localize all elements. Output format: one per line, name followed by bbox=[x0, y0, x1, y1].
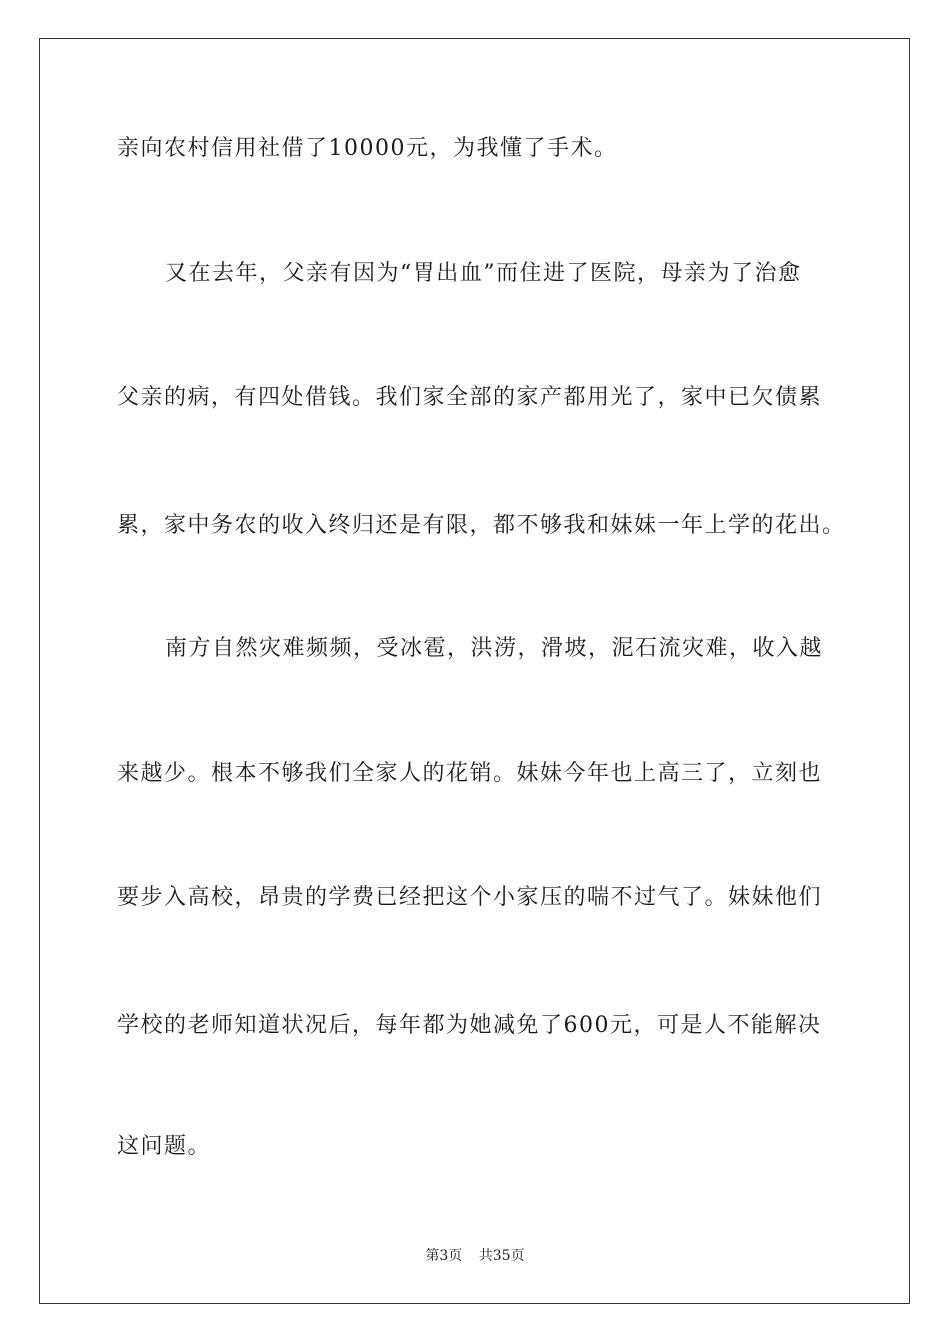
page-total: 共35页 bbox=[478, 1248, 525, 1264]
paragraph-start-line: 又在去年，父亲有因为“胃出血”而住进了医院，母亲为了治愈 bbox=[165, 261, 802, 286]
page-footer bbox=[0, 1247, 950, 1265]
text-line: 亲向农村信用社借了10000元，为我懂了手术。 bbox=[117, 136, 618, 161]
text-line: 要步入高校，昂贵的学费已经把这个小家压的喘不过气了。妹妹他们 bbox=[117, 885, 823, 910]
text-line: 父亲的病，有四处借钱。我们家全部的家产都用光了，家中已欠债累 bbox=[117, 385, 823, 410]
page-border bbox=[39, 38, 910, 1304]
text-line: 来越少。根本不够我们全家人的花销。妹妹今年也上高三了，立刻也 bbox=[117, 761, 823, 786]
text-line: 学校的老师知道状况后，每年都为她减免了600元，可是人不能解决 bbox=[117, 1013, 822, 1038]
page-number: 第3页 bbox=[425, 1248, 463, 1264]
paragraph-start-line: 南方自然灾难频频，受冰雹，洪涝，滑坡，泥石流灾难，收入越 bbox=[165, 636, 824, 661]
text-line: 累，家中务农的收入终归还是有限，都不够我和妹妹一年上学的花出。 bbox=[117, 513, 846, 538]
text-line: 这问题。 bbox=[117, 1134, 212, 1159]
